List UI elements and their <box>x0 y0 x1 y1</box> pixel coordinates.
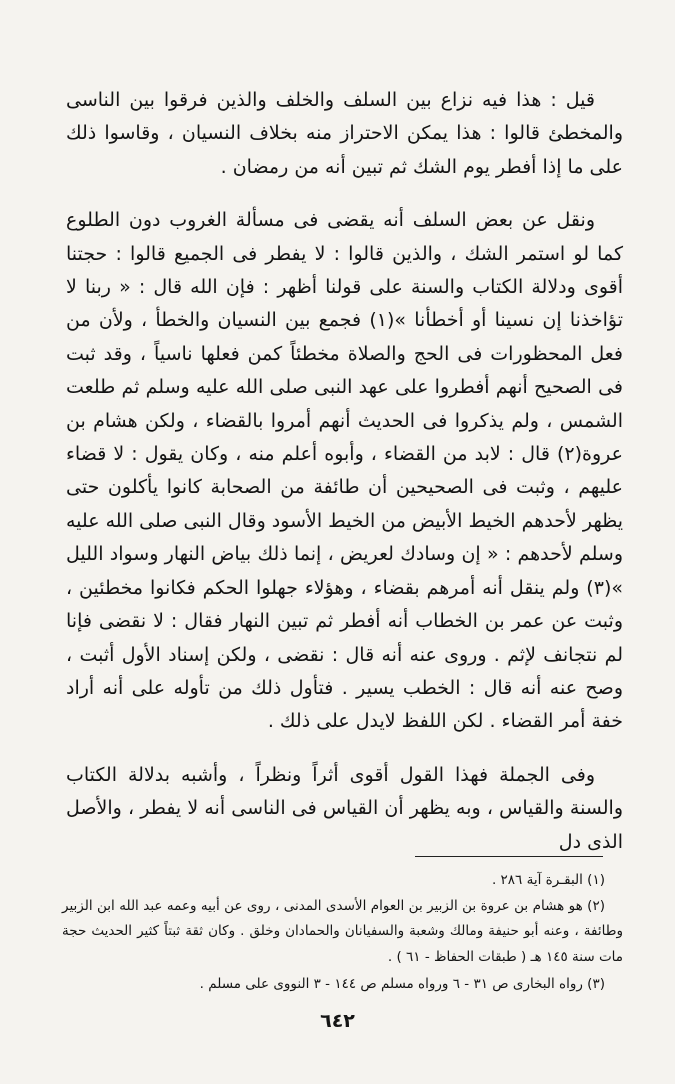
footnote-2: (٢) هو هشام بن عروة بن الزبير بن العوام الأسدى المدنى ، روى عن أبيه وعمه عبد الله ابن الزبير وطائفة ، وعنه أبو حنيفة ومالك وشعبة والسفيانان والحمادان وخلق . وكان ثقة ثبتاً كثير الحديث حجة مات سنة ١٤٥ هـ ( طبقات الحفاظ - ٦١ ) . <box>62 897 623 965</box>
paragraph-1: قيل : هذا فيه نزاع بين السلف والخلف والذين فرقوا بين الناسى والمخطئ قالوا : هذا يمكن الاحتراز منه بخلاف النسيان ، وقاسوا ذلك على ما إذا أفطر يوم الشك ثم تبين أنه من رمضان . <box>66 89 623 178</box>
footnote-3: (٣) رواه البخارى ص ٣١ - ٦ ورواه مسلم ص ١٤٤ - ٣ النووى على مسلم . <box>199 976 605 992</box>
paragraph-3: وفى الجملة فهذا القول أقوى أثراً ونظراً ، وأشبه بدلالة الكتاب والسنة والقياس ، وبه يظهر أن القياس فى الناسى أنه لا يفطر ، والأصل الذى دل <box>66 763 623 853</box>
main-text <box>66 84 623 859</box>
paragraph-2: ونقل عن بعض السلف أنه يقضى فى مسألة الغروب دون الطلوع كما لو استمر الشك ، والذين قالوا : لا يفطر فى الجميع قالوا : حجتنا أقوى ودلالة الكتاب والسنة على قولنا أظهر : فإن الله قال : « ربنا لا تؤاخذنا إن نسينا أو أخطأنا »(١) فجمع بين النسيان والخطأ ، ولأن من فعل المحظورات فى الحج والصلاة مخطئاً كمن فعلها ناسياً ، وقد ثبت فى الصحيح أنهم أفطروا على عهد النبى صلى الله عليه وسلم ثم طلعت الشمس ، ولم يذكروا فى الحديث أنهم أمروا بالقضاء ، ولكن هشام بن عروة(٢) قال : لابد من القضاء ، وأبوه أعلم منه ، وكان يقول : لا قضاء عليهم ، وثبت فى الصحيحين أن طائفة من الصحابة كانوا يأكلون حتى يظهر لأحدهم الخيط الأبيض من الخيط الأسود وقال النبى صلى الله عليه وسلم لأحدهم : « إن وسادك لعريض ، إنما ذلك بياض النهار وسواد الليل »(٣) ولم ينقل أنه أمرهم بقضاء ، وهؤلاء جهلوا الحكم فكانوا مخطئين ، وثبت عن عمر بن الخطاب أنه أفطر ثم تبين النهار فقال : لا نقضى فإنا لم نتجانف لإثم . وروى عنه أنه قال : نقضى ، ولكن إسناد الأول أثبت ، وصح عنه أنه قال : الخطب يسير . فتأول ذلك من تأوله على أنه أراد خفة أمر القضاء . لكن اللفظ لايدل على ذلك . <box>66 209 623 733</box>
footnote-divider <box>415 856 603 857</box>
page-number: ٦٤٢ <box>320 1010 355 1032</box>
footnotes <box>62 868 623 998</box>
footnote-1: (١) البقـرة آية ٢٨٦ . <box>491 872 605 888</box>
